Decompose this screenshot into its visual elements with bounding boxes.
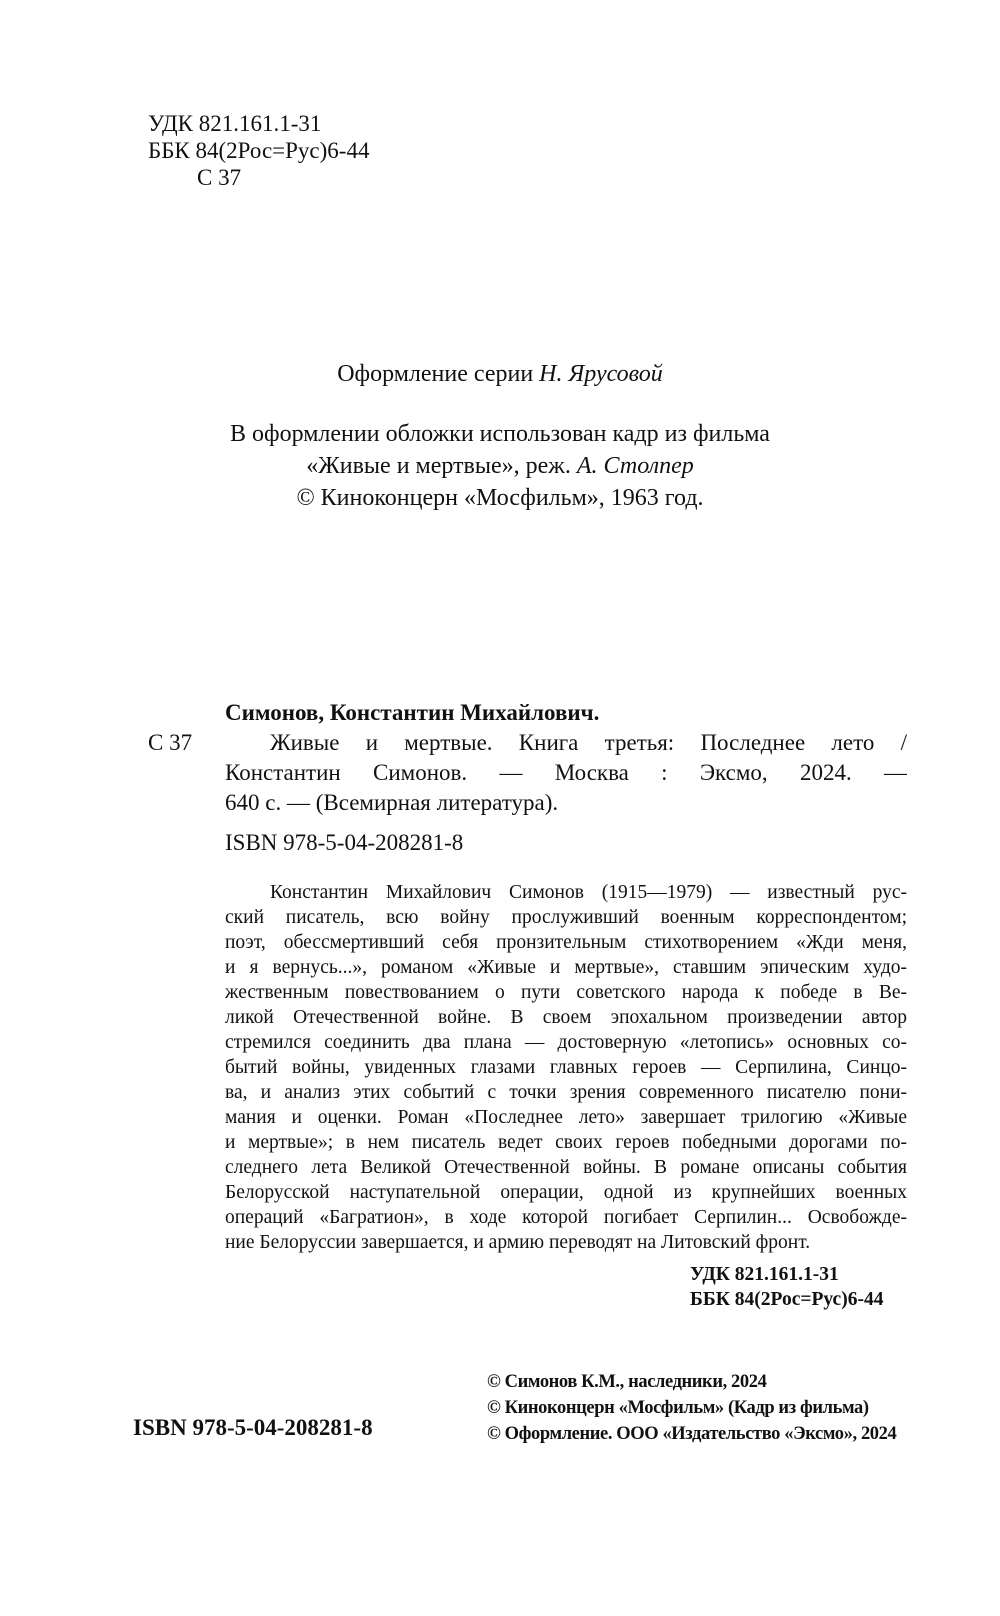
- bib-description-line: Константин Симонов. — Москва : Эксмо, 2024. —: [225, 760, 907, 785]
- series-designer: Н. Ярусовой: [539, 361, 663, 387]
- annotation-line: следнего лета Великой Отечественной войны. В романе описаны события: [225, 1157, 907, 1178]
- annotation-line: поэт, обессмертивший себя пронзительным стихотворением «Жди меня,: [225, 932, 907, 953]
- bbk-code: ББК 84(2Рос=Рус)6-44: [148, 138, 370, 163]
- annotation-line: жественным повествованием о пути советского народа к победе в Ве-: [225, 982, 907, 1003]
- copyright-line: © Киноконцерн «Мосфильм» (Кадр из фильма): [487, 1398, 869, 1418]
- author-mark: С 37: [197, 165, 242, 190]
- annotation-line: ва, и анализ этих событий с точки зрения современного писателю пони-: [225, 1082, 907, 1103]
- series-design-credit: [0, 358, 1000, 390]
- annotation-line: мания и оценки. Роман «Последнее лето» завершает трилогию «Живые: [225, 1107, 907, 1128]
- cover-director: А. Столпер: [576, 453, 694, 479]
- bib-isbn: ISBN 978-5-04-208281-8: [225, 830, 464, 855]
- udk-code: УДК 821.161.1-31: [148, 111, 322, 136]
- annotation-line: ликой Отечественной войне. В своем эпохальном произведении автор: [225, 1007, 907, 1028]
- annotation-line: и я вернусь...», романом «Живые и мертвые», ставшим эпическим худо-: [225, 957, 907, 978]
- bib-author: Симонов, Константин Михайлович.: [225, 700, 600, 725]
- bib-author-mark: С 37: [148, 730, 193, 755]
- footer-isbn: ISBN 978-5-04-208281-8: [133, 1415, 373, 1440]
- cover-credit-line1: В оформлении обложки использован кадр из фильма: [230, 421, 770, 447]
- annotation-line: бытий войны, увиденных глазами главных героев — Серпилина, Синцо-: [225, 1057, 907, 1078]
- bib-description-line: 640 с. — (Всемирная литература).: [225, 790, 559, 815]
- annotation-line: операций «Багратион», в ходе которой погибает Серпилин... Освобожде-: [225, 1207, 907, 1228]
- udk-code-bottom: УДК 821.161.1-31: [690, 1264, 839, 1285]
- annotation-line: ский писатель, всю войну прослуживший военным корреспондентом;: [225, 907, 907, 928]
- series-design-prefix: Оформление серии: [337, 361, 534, 387]
- cover-copyright: © Киноконцерн «Мосфильм», 1963 год.: [296, 485, 704, 511]
- annotation-line: ние Белоруссии завершается, и армию переводят на Литовский фронт.: [225, 1232, 811, 1253]
- annotation-line: и мертвые»; в нем писатель ведет своих героев победными дорогами по-: [225, 1132, 907, 1153]
- annotation-line: Константин Михайлович Симонов (1915—1979) — известный рус-: [270, 882, 907, 903]
- copyright-line: © Оформление. ООО «Издательство «Эксмо», 2024: [487, 1424, 897, 1444]
- annotation-line: Белорусской наступательной операции, одной из крупнейших военных: [225, 1182, 907, 1203]
- cover-film-title: «Живые и мертвые», реж.: [306, 453, 571, 479]
- bib-description-line: Живые и мертвые. Книга третья: Последнее лето /: [270, 730, 907, 755]
- bbk-code-bottom: ББК 84(2Рос=Рус)6-44: [690, 1289, 884, 1310]
- cover-credit-line2: [0, 450, 1000, 482]
- annotation-line: стремился соединить два плана — достоверную «летопись» основных со-: [225, 1032, 907, 1053]
- copyright-line: © Симонов К.М., наследники, 2024: [487, 1372, 767, 1392]
